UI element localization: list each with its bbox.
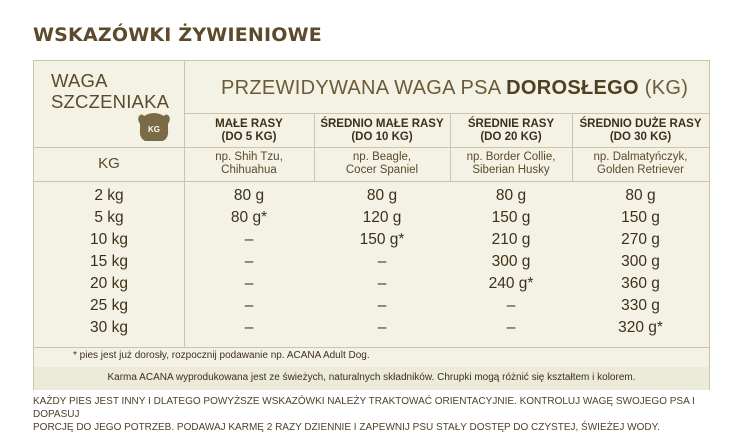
column-range: (DO 30 KG) xyxy=(609,131,672,143)
kg-label: KG xyxy=(98,155,120,172)
table-cell: 80 g xyxy=(366,187,398,204)
table-cell: 80 g xyxy=(625,187,656,204)
disclaimer xyxy=(33,395,723,434)
row-weight: 15 kg xyxy=(90,253,128,270)
breed-line: np. Shih Tzu, xyxy=(215,151,283,163)
table-cell: 210 g xyxy=(491,231,531,248)
breed-line: Cocer Spaniel xyxy=(345,164,419,176)
header-line: WAGA xyxy=(51,70,108,91)
breed-line: np. Beagle, xyxy=(352,151,412,163)
table-cell: – xyxy=(244,253,254,270)
column-header-medium-large xyxy=(572,118,709,144)
column-title: ŚREDNIO MAŁE RASY xyxy=(320,118,444,130)
breed-line: Chihuahua xyxy=(221,164,277,176)
column-title: ŚREDNIO DUŻE RASY xyxy=(579,118,702,130)
column-title: MAŁE RASY xyxy=(215,118,283,130)
table-cell: 300 g xyxy=(491,253,531,270)
breed-line: Siberian Husky xyxy=(472,164,550,176)
table-cell: 360 g xyxy=(621,275,660,292)
header-suffix: (KG) xyxy=(638,77,689,99)
breed-examples xyxy=(450,151,572,177)
table-cell: 330 g xyxy=(621,297,660,314)
disclaimer-line: PORCJĘ DO JEGO POTRZEB. PODAWAJ KARMĘ 2 RAZY DZIENNIE I ZAPEWNIJ PSU STAŁY DOSTĘP DO CZYSTEJ, ŚWIEŻEJ WODY. xyxy=(33,422,660,433)
header-bold: DOROSŁEGO xyxy=(506,77,639,99)
divider xyxy=(184,113,709,114)
table-cell: 150 g* xyxy=(359,231,405,248)
column-range: (DO 10 KG) xyxy=(351,131,413,143)
adult-weight-header xyxy=(221,77,688,100)
divider xyxy=(34,147,709,148)
table-cell: 120 g xyxy=(362,209,402,226)
table-cell: – xyxy=(377,253,387,270)
table-cell: – xyxy=(377,319,387,336)
column-range: (DO 20 KG) xyxy=(480,131,542,143)
adult-footnote: * pies jest już dorosły, rozpocznij podawanie np. ACANA Adult Dog. xyxy=(73,350,370,361)
column-header-medium-small xyxy=(314,118,450,144)
table-cell: 150 g xyxy=(621,209,660,226)
row-weight: 2 kg xyxy=(94,187,124,204)
row-weight: 10 kg xyxy=(90,231,128,248)
breed-line: np. Dalmatyńczyk, xyxy=(593,151,688,163)
column-header-small xyxy=(184,118,314,144)
table-cell: – xyxy=(244,275,254,292)
header-line: SZCZENIAKA xyxy=(51,91,170,112)
breed-examples xyxy=(184,151,314,177)
divider xyxy=(34,181,709,182)
column-title: ŚREDNIE RASY xyxy=(467,118,555,130)
table-cell: – xyxy=(244,319,254,336)
column-header-medium xyxy=(450,118,572,144)
table-cell: 240 g* xyxy=(488,275,534,292)
header-prefix: PRZEWIDYWANA WAGA PSA xyxy=(221,77,507,99)
table-cell: 80 g* xyxy=(230,209,268,226)
breed-line: Golden Retriever xyxy=(597,164,684,176)
breed-line: np. Border Collie, xyxy=(466,151,556,163)
page-title: WSKAZÓWKI ŻYWIENIOWE xyxy=(33,24,322,46)
row-weight: 20 kg xyxy=(90,275,128,292)
table-cell: – xyxy=(377,297,387,314)
feeding-table xyxy=(33,60,710,390)
table-cell: 80 g xyxy=(233,187,265,204)
table-cell: 80 g xyxy=(495,187,527,204)
breed-examples xyxy=(314,151,450,177)
table-cell: 270 g xyxy=(621,231,660,248)
table-cell: 150 g xyxy=(491,209,531,226)
table-cell: 300 g xyxy=(621,253,660,270)
table-cell: – xyxy=(244,231,254,248)
dog-kg-icon xyxy=(136,112,172,144)
badge-label: KG xyxy=(148,125,160,134)
column-range: (DO 5 KG) xyxy=(221,131,277,143)
table-cell: – xyxy=(506,297,516,314)
row-weight: 25 kg xyxy=(90,297,128,314)
breed-examples xyxy=(572,151,709,177)
table-cell: – xyxy=(244,297,254,314)
row-weight: 5 kg xyxy=(94,209,124,226)
puppy-weight-header xyxy=(51,70,169,112)
table-cell: 320 g* xyxy=(618,319,663,336)
disclaimer-line: KAŻDY PIES JEST INNY I DLATEGO POWYŻSZE WSKAZÓWKI NALEŻY TRAKTOWAĆ ORIENTACYJNIE. KONTROLUJ WAGĘ SWOJEGO PSA I DOPASUJ xyxy=(33,396,695,420)
table-cell: – xyxy=(506,319,516,336)
row-weight: 30 kg xyxy=(90,319,128,336)
ingredients-note: Karma ACANA wyprodukowana jest ze świeżych, naturalnych składników. Chrupki mogą różnić się kształtem i kolorem. xyxy=(107,372,636,383)
divider xyxy=(34,347,709,348)
table-cell: – xyxy=(377,275,387,292)
